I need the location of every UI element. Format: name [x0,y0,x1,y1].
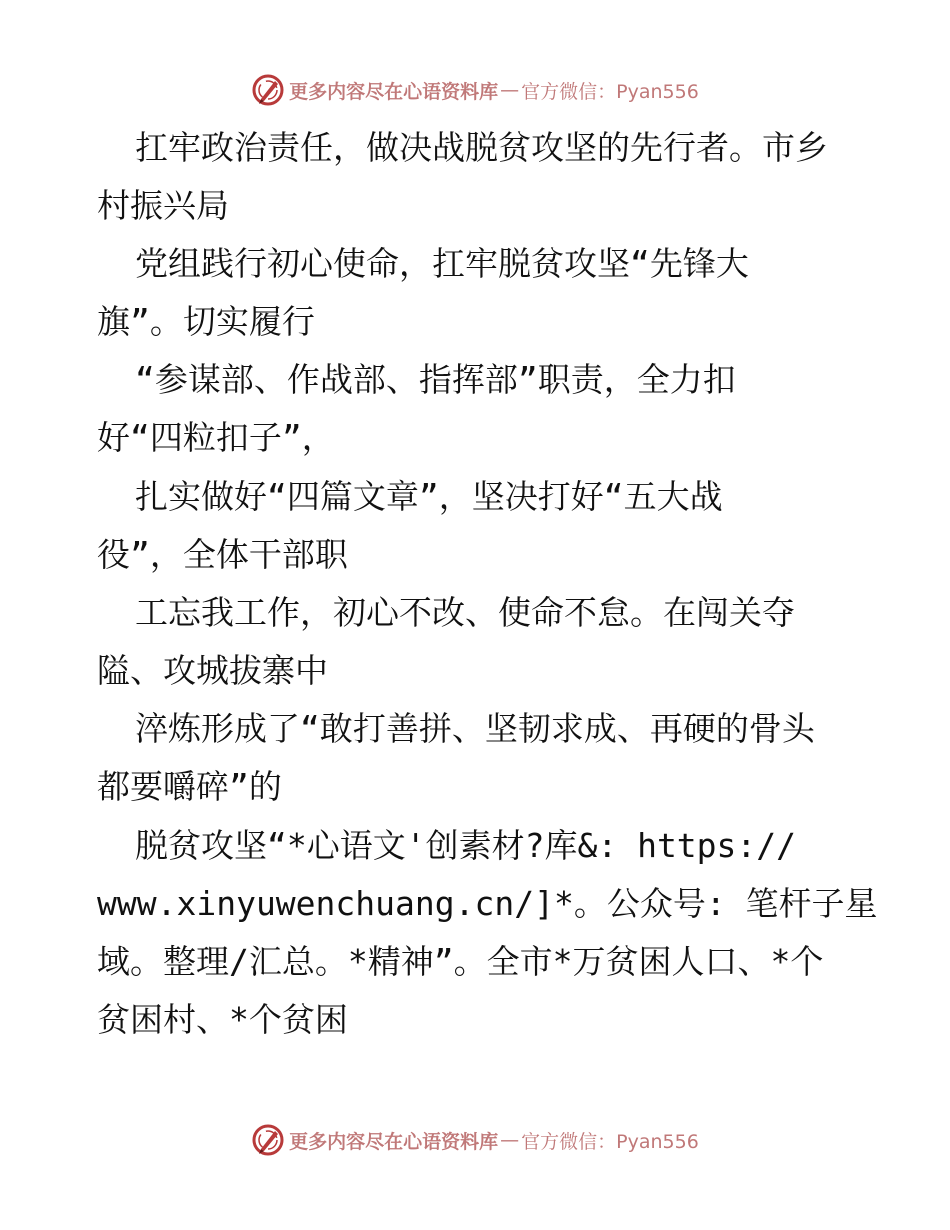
pen-logo-icon [251,1123,285,1157]
header-dash: — [500,79,520,101]
text-line: 党组践行初心使命，扛牢脱贫攻坚“先锋大 [135,244,749,283]
header-banner [0,70,950,110]
text-line: “参谋部、作战部、指挥部”职责，全力扣 [135,360,736,399]
footer-banner [0,1120,950,1160]
header-wechat-text: 官方微信：Pyan556 [521,80,699,103]
text-line: 淬炼形成了“敢打善拼、坚韧求成、再硬的骨头 [135,709,815,748]
footer-dash: — [500,1129,520,1151]
text-line: 扎实做好“四篇文章”，坚决打好“五大战 [135,477,723,516]
text-line: 脱贫攻坚“*心语文'创素材?库&: https:// [135,826,797,865]
text-line: 旗”。切实履行 [97,302,315,341]
header-brand-text: 更多内容尽在心语资料库 [289,80,499,103]
text-line: 都要嚼碎”的 [97,767,282,806]
text-line: 好“四粒扣子”， [97,418,335,457]
text-line: www.xinyuwenchuang.cn/]*。公众号: 笔杆子星 [97,884,878,923]
text-line: 工忘我工作，初心不改、使命不怠。在闯关夺 [135,593,795,632]
text-line: 村振兴局 [97,186,229,225]
text-line: 役”，全体干部职 [97,535,348,574]
pen-logo-icon [251,73,285,107]
text-line: 扛牢政治责任，做决战脱贫攻坚的先行者。市乡 [135,128,828,167]
text-line: 域。整理/汇总。*精神”。全市*万贫困人口、*个 [97,942,824,981]
text-line: 隘、攻城拔寨中 [97,651,328,690]
text-line: 贫困村、*个贫困 [97,1000,348,1039]
footer-brand-text: 更多内容尽在心语资料库 [289,1130,499,1153]
footer-wechat-text: 官方微信：Pyan556 [521,1130,699,1153]
